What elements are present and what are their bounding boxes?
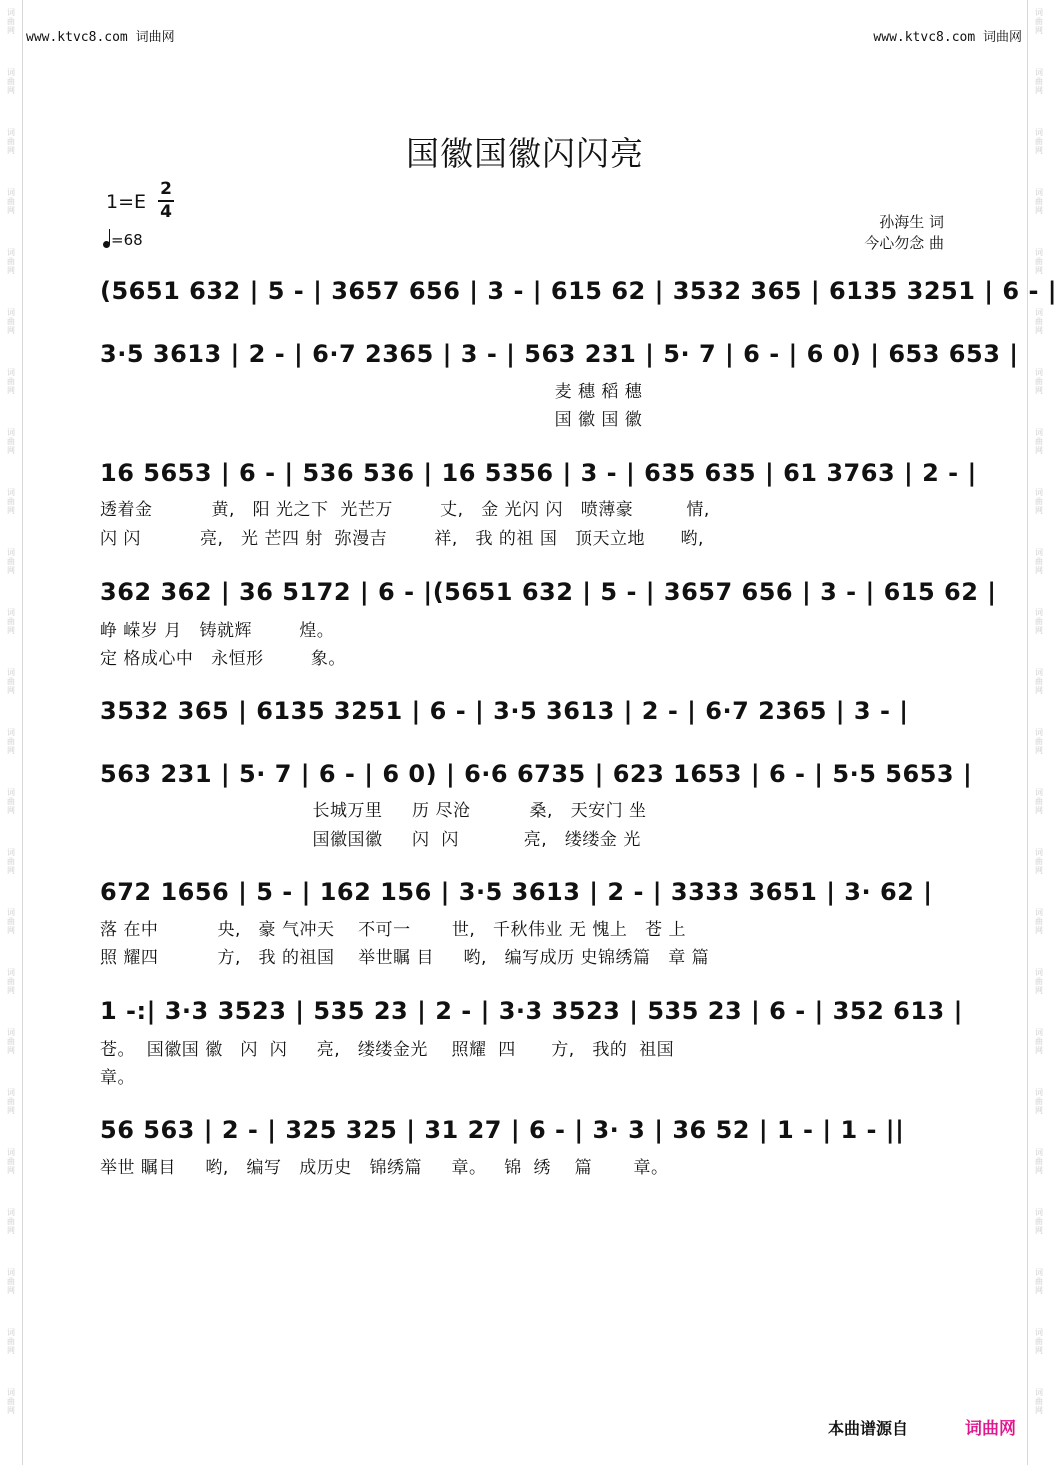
edge-watermark-mark: 词 曲 网 bbox=[7, 488, 15, 515]
edge-watermark-mark: 词 曲 网 bbox=[1035, 1088, 1043, 1115]
edge-watermark-mark: 词 曲 网 bbox=[1035, 548, 1043, 575]
edge-watermark-mark: 词 曲 网 bbox=[7, 548, 15, 575]
right-margin-strip bbox=[1027, 0, 1050, 1465]
score-row-8: 1 -:| 3·3 3523 | 535 23 | 2 - | 3·3 3523 | 535 23 | 6 - | 352 613 | bbox=[100, 997, 963, 1025]
score-row-5: 3532 365 | 6135 3251 | 6 - | 3·5 3613 | 2 - | 6·7 2365 | 3 - | bbox=[100, 697, 909, 725]
score-row-9: 56 563 | 2 - | 325 325 | 31 27 | 6 - | 3· 3 | 36 52 | 1 - | 1 - || bbox=[100, 1116, 905, 1144]
edge-watermark-mark: 词 曲 网 bbox=[1035, 968, 1043, 995]
time-signature-bottom: 4 bbox=[160, 201, 172, 222]
edge-watermark-mark: 词 曲 网 bbox=[1035, 1208, 1043, 1235]
time-signature-top: 2 bbox=[160, 179, 172, 199]
tempo-marking bbox=[103, 231, 143, 249]
song-title: 国徽国徽闪闪亮 bbox=[406, 134, 644, 173]
edge-watermark-mark: 词 曲 网 bbox=[1035, 428, 1043, 455]
edge-watermark-mark: 词 曲 网 bbox=[1035, 8, 1043, 35]
edge-watermark-mark: 词 曲 网 bbox=[7, 788, 15, 815]
edge-watermark-mark: 词 曲 网 bbox=[7, 1088, 15, 1115]
score-row-7: 672 1656 | 5 - | 162 156 | 3·5 3613 | 2 - | 3333 3651 | 3· 62 | bbox=[100, 878, 933, 906]
edge-watermark-mark: 词 曲 网 bbox=[1035, 1328, 1043, 1355]
edge-watermark-mark: 词 曲 网 bbox=[7, 1208, 15, 1235]
score-row-1: (5651 632 | 5 - | 3657 656 | 3 - | 615 62 | 3532 365 | 6135 3251 | 6 - | bbox=[100, 277, 1057, 305]
lyricist-credit: 孙海生 词 bbox=[879, 213, 944, 231]
source-logo[interactable]: 词曲网 bbox=[965, 1419, 1016, 1439]
edge-watermark-mark: 词 曲 网 bbox=[7, 1028, 15, 1055]
edge-watermark-mark: 词 曲 网 bbox=[7, 308, 15, 335]
edge-watermark-mark: 词 曲 网 bbox=[1035, 908, 1043, 935]
edge-watermark-mark: 词 曲 网 bbox=[1035, 128, 1043, 155]
edge-watermark-mark: 词 曲 网 bbox=[1035, 848, 1043, 875]
source-label: 本曲谱源自 bbox=[827, 1419, 908, 1438]
key-signature: 1=E bbox=[106, 191, 147, 213]
lyric-row-3-verse-2: 闪 闪 亮, 光 芒四 射 弥漫吉 祥, 我 的祖 国 顶天立地 哟, bbox=[100, 529, 704, 549]
quarter-note-icon bbox=[103, 241, 110, 248]
edge-watermark-mark: 词 曲 网 bbox=[7, 1388, 15, 1415]
site-url-right[interactable]: www.ktvc8.com 词曲网 bbox=[873, 30, 1022, 45]
edge-watermark-mark: 词 曲 网 bbox=[1035, 788, 1043, 815]
lyric-row-7-verse-2: 照 耀四 方, 我 的祖国 举世瞩 目 哟, 编写成历 史锦绣篇 章 篇 bbox=[100, 948, 710, 968]
edge-watermark-mark: 词 曲 网 bbox=[7, 1328, 15, 1355]
lyric-row-9-verse-1: 举世 瞩目 哟, 编写 成历史 锦绣篇 章。 锦 绣 篇 章。 bbox=[100, 1158, 669, 1178]
score-row-4: 362 362 | 36 5172 | 6 - |(5651 632 | 5 - | 3657 656 | 3 - | 615 62 | bbox=[100, 578, 997, 606]
edge-watermark-mark: 词 曲 网 bbox=[1035, 488, 1043, 515]
left-margin-strip bbox=[0, 0, 23, 1465]
edge-watermark-mark: 词 曲 网 bbox=[1035, 248, 1043, 275]
score-row-3: 16 5653 | 6 - | 536 536 | 16 5356 | 3 - | 635 635 | 61 3763 | 2 - | bbox=[100, 459, 977, 487]
edge-watermark-mark: 词 曲 网 bbox=[1035, 728, 1043, 755]
lyric-row-4-verse-1: 峥 嵘岁 月 铸就辉 煌。 bbox=[100, 621, 335, 641]
lyric-row-2-verse-1: 麦 穗 稻 穗 bbox=[100, 382, 643, 402]
edge-watermark-mark: 词 曲 网 bbox=[1035, 1268, 1043, 1295]
edge-watermark-mark: 词 曲 网 bbox=[1035, 668, 1043, 695]
edge-watermark-mark: 词 曲 网 bbox=[7, 68, 15, 95]
tempo-value: =68 bbox=[111, 231, 143, 249]
edge-watermark-mark: 词 曲 网 bbox=[1035, 1148, 1043, 1175]
lyric-row-7-verse-1: 落 在中 央, 豪 气冲天 不可一 世, 千秋伟业 无 愧上 苍 上 bbox=[100, 920, 686, 940]
lyric-row-4-verse-2: 定 格成心中 永恒形 象。 bbox=[100, 649, 346, 669]
edge-watermark-mark: 词 曲 网 bbox=[7, 128, 15, 155]
score-row-6: 563 231 | 5· 7 | 6 - | 6 0) | 6·6 6735 | 623 1653 | 6 - | 5·5 5653 | bbox=[100, 760, 973, 788]
edge-watermark-mark: 词 曲 网 bbox=[7, 248, 15, 275]
edge-watermark-mark: 词 曲 网 bbox=[7, 728, 15, 755]
lyric-row-8-verse-1: 苍。 国徽国 徽 闪 闪 亮, 缕缕金光 照耀 四 方, 我的 祖国 bbox=[100, 1040, 675, 1060]
edge-watermark-mark: 词 曲 网 bbox=[7, 908, 15, 935]
lyric-row-2-verse-2: 国 徽 国 徽 bbox=[100, 410, 643, 430]
score-row-2: 3·5 3613 | 2 - | 6·7 2365 | 3 - | 563 231 | 5· 7 | 6 - | 6 0) | 653 653 | bbox=[100, 340, 1019, 368]
edge-watermark-mark: 词 曲 网 bbox=[7, 1148, 15, 1175]
edge-watermark-mark: 词 曲 网 bbox=[7, 608, 15, 635]
edge-watermark-mark: 词 曲 网 bbox=[7, 848, 15, 875]
edge-watermark-mark: 词 曲 网 bbox=[7, 1268, 15, 1295]
edge-watermark-mark: 词 曲 网 bbox=[1035, 188, 1043, 215]
lyric-row-8-verse-2: 章。 bbox=[100, 1068, 135, 1088]
lyric-row-6-verse-1: 长城万里 历 尽沧 桑, 天安门 坐 bbox=[100, 801, 647, 821]
edge-watermark-mark: 词 曲 网 bbox=[7, 428, 15, 455]
lyric-row-3-verse-1: 透着金 黄, 阳 光之下 光芒万 丈, 金 光闪 闪 喷薄豪 情, bbox=[100, 500, 710, 520]
edge-watermark-mark: 词 曲 网 bbox=[1035, 68, 1043, 95]
edge-watermark-mark: 词 曲 网 bbox=[1035, 1028, 1043, 1055]
composer-credit: 今心勿念 曲 bbox=[864, 234, 944, 252]
site-url-left[interactable]: www.ktvc8.com 词曲网 bbox=[26, 30, 175, 45]
edge-watermark-mark: 词 曲 网 bbox=[7, 8, 15, 35]
edge-watermark-mark: 词 曲 网 bbox=[1035, 368, 1043, 395]
edge-watermark-mark: 词 曲 网 bbox=[1035, 308, 1043, 335]
lyric-row-6-verse-2: 国徽国徽 闪 闪 亮, 缕缕金 光 bbox=[100, 830, 641, 850]
edge-watermark-mark: 词 曲 网 bbox=[7, 968, 15, 995]
edge-watermark-mark: 词 曲 网 bbox=[1035, 1388, 1043, 1415]
edge-watermark-mark: 词 曲 网 bbox=[1035, 608, 1043, 635]
time-signature bbox=[158, 180, 174, 222]
edge-watermark-mark: 词 曲 网 bbox=[7, 368, 15, 395]
edge-watermark-mark: 词 曲 网 bbox=[7, 188, 15, 215]
edge-watermark-mark: 词 曲 网 bbox=[7, 668, 15, 695]
